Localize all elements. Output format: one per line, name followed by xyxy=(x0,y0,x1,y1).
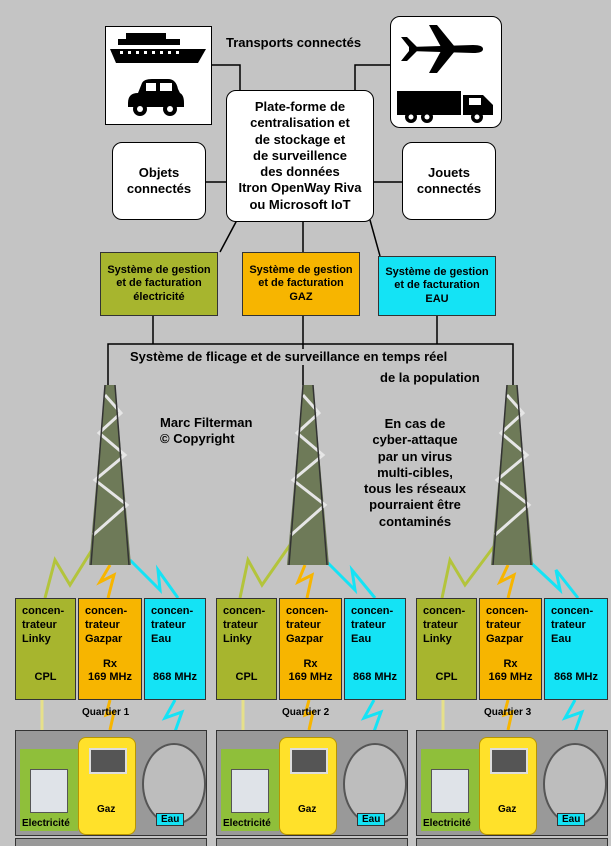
system-gas: Système de gestion et de facturation GAZ xyxy=(242,252,360,316)
system-water: Système de gestion et de facturation EAU xyxy=(378,256,496,316)
electricity-meter: Electricité xyxy=(421,749,479,831)
concentrator-gazpar-q1: concen- trateur Gazpar Rx 169 MHz xyxy=(78,598,142,700)
truck-icon xyxy=(395,87,499,125)
meters-panel-q3 xyxy=(416,730,608,836)
quartier-3-label: Quartier 3 xyxy=(484,707,532,718)
concentrator-water-q1: concen- trateur Eau 868 MHz xyxy=(144,598,206,700)
concentrator-gazpar-q2: concen- trateur Gazpar Rx 169 MHz xyxy=(279,598,342,700)
meters-panel-q2 xyxy=(216,730,408,836)
concentrator-water-q3: concen- trateur Eau 868 MHz xyxy=(544,598,608,700)
transport-panel xyxy=(390,16,502,128)
concentrator-gazpar-q3: concen- trateur Gazpar Rx 169 MHz xyxy=(479,598,542,700)
quartier-2-label: Quartier 2 xyxy=(282,707,330,718)
surveillance-line1: Système de flicage et de surveillance en temps réel xyxy=(130,349,448,364)
car-icon xyxy=(124,79,184,119)
system-electricity: Système de gestion et de facturation électricité xyxy=(100,252,218,316)
author-copyright: Marc Filterman © Copyright xyxy=(160,415,253,447)
concentrator-linky-q3: concen- trateur Linky CPL xyxy=(416,598,477,700)
tower-icon xyxy=(85,385,135,565)
platform-box: Plate-forme de centralisation et de stockage et de surveillence des données Itron OpenWay Riva ou Microsoft IoT xyxy=(226,90,374,222)
gas-meter: Gaz xyxy=(479,737,537,835)
connected-toys-box: Jouets connectés xyxy=(402,142,496,220)
tower-icon xyxy=(487,385,537,565)
water-meter-label: Eau xyxy=(156,813,184,826)
gas-meter: Gaz xyxy=(78,737,136,835)
surveillance-line2: de la population xyxy=(380,370,480,385)
quartier-1-label: Quartier 1 xyxy=(82,707,130,718)
cyber-warning: En cas de cyber-attaque par un virus multi-cibles, tous les réseaux pourraient être contaminés xyxy=(364,416,466,529)
gas-meter: Gaz xyxy=(279,737,337,835)
vehicles-panel xyxy=(105,26,212,125)
electricity-meter: Electricité xyxy=(221,749,279,831)
concentrator-linky-q2: concen- trateur Linky CPL xyxy=(216,598,277,700)
concentrator-water-q2: concen- trateur Eau 868 MHz xyxy=(344,598,406,700)
meters-panel-q1 xyxy=(15,730,207,836)
tower-icon xyxy=(283,385,333,565)
concentrator-linky-q1: concen- trateur Linky CPL xyxy=(15,598,76,700)
transports-label: Transports connectés xyxy=(226,35,362,50)
connected-objects-box: Objets connectés xyxy=(112,142,206,220)
electricity-meter: Electricité xyxy=(20,749,78,831)
water-meter-label: Eau xyxy=(357,813,385,826)
water-meter-label: Eau xyxy=(557,813,585,826)
